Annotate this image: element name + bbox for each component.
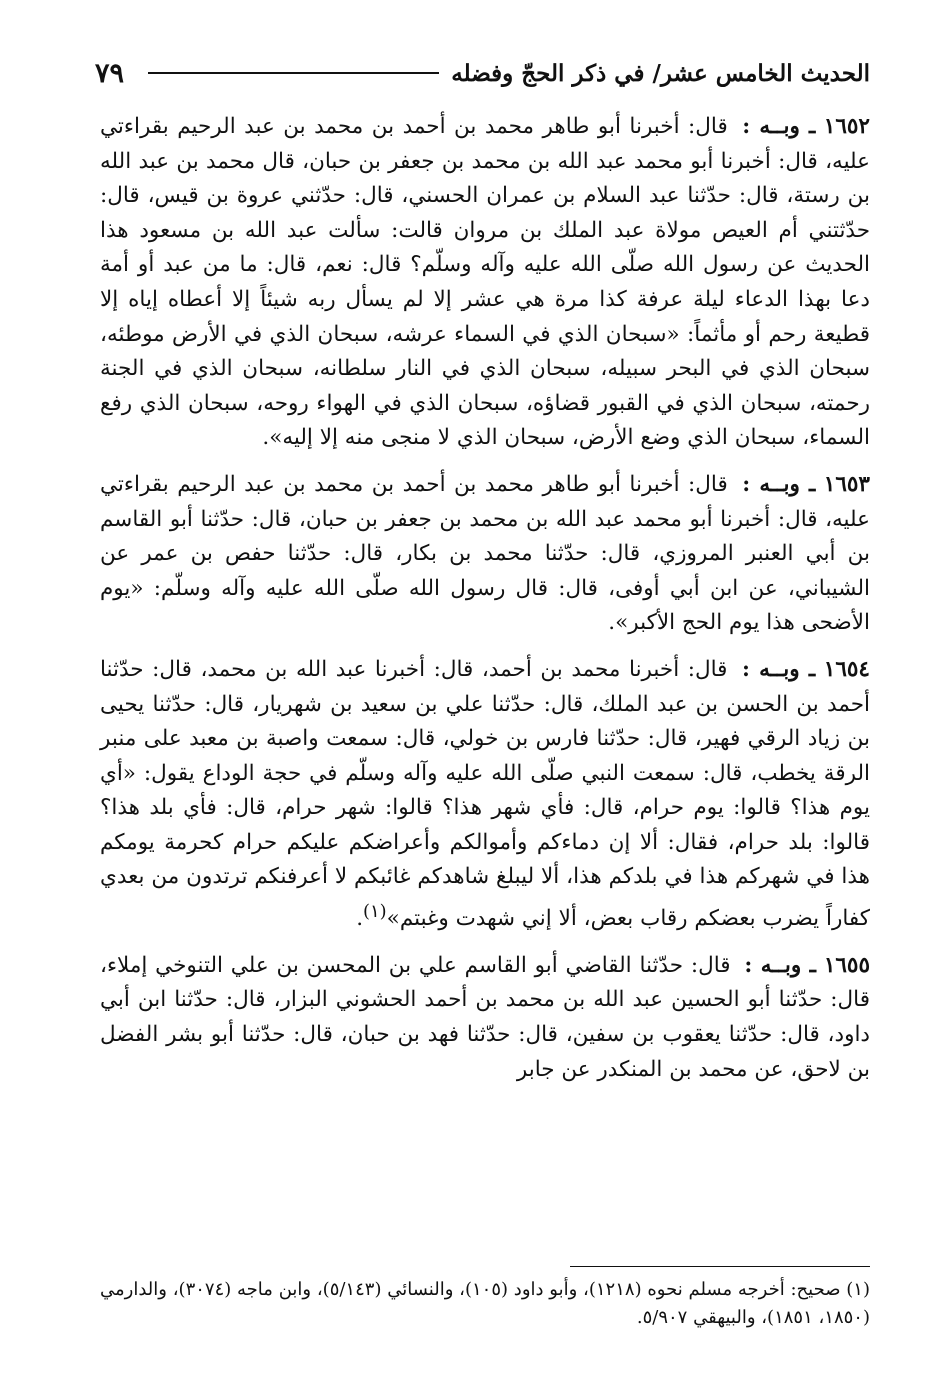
hadith-end: . — [356, 906, 364, 932]
hadith-number: ١٦٥٣ — [823, 471, 870, 497]
hadith-paragraph — [100, 653, 870, 937]
hadith-text: قال: أخبرنا أبو طاهر محمد بن أحمد بن محمد بن عبد الرحيم بقراءتي عليه، قال: أخبرنا أبو محمد عبد الله بن محمد بن جعفر بن حبان، قال محمد بن عبد الله بن رستة، قال: حدّثنا عبد السلام بن عمران الحسني، قال: حدّثني عروة بن قيس، قال: حدّثتني أم العيص مولاة عبد الملك بن مروان قالت: سألت عبد الله بن مسعود هذا الحديث عن رسول الله صلّى الله عليه وآله وسلّم؟ قال: نعم، قال: ما من عبد أو أمة دعا بهذا الدعاء ليلة عرفة كذا مرة هي عشر إلا لم يسأل ربه شيئاً إلا أعطاه إياه إلا قطيعة رحم أو مأثماً: «سبحان الذي في السماء عرشه، سبحان الذي في الأرض موطئه، سبحان الذي في البحر سبيله، سبحان الذي في النار سلطانه، سبحان الذي في الجنة رحمته، سبحان الذي في القبور قضاؤه، سبحان الذي في الهواء روحه، سبحان الذي رفع السماء، سبحان الذي وضع الأرض، سبحان الذي لا منجى منه إلا إليه». — [100, 114, 870, 451]
hadith-intro: ـ وبــه : — [742, 656, 816, 682]
hadith-intro: ـ وبــه : — [744, 952, 816, 978]
hadith-number: ١٦٥٥ — [823, 952, 871, 978]
page-number: ٧٩ — [95, 57, 125, 89]
footnote: (١) صحيح: أخرجه مسلم نحوه (١٢١٨)، وأبو داود (١٠٥)، والنسائي (٥/١٤٣)، وابن ماجه (٣٠٧٤)، والدارمي (١٨٥٠، ١٨٥١)، والبيهقي ٥/٩٠٧. — [100, 1279, 870, 1328]
hadith-number: ١٦٥٢ — [823, 114, 870, 139]
main-text — [100, 110, 870, 1099]
hadith-paragraph — [100, 949, 870, 1087]
hadith-text: قال: أخبرنا محمد بن أحمد، قال: أخبرنا عبد الله بن محمد، قال: حدّثنا أحمد بن الحسن بن عبد الملك، قال: حدّثنا علي بن سعيد بن شهريار، قال: حدّثنا يحيى بن زياد الرقي فهير، قال: حدّثنا فارس بن خولي، قال: سمعت واصبة بن معبد على منبر الرقة يخطب، قال: سمعت النبي صلّى الله عليه وآله وسلّم في حجة الوداع يقول: «أي يوم هذا؟ قالوا: يوم حرام، قال: فأي شهر هذا؟ قالوا: شهر حرام، قال: فأي بلد هذا؟ قالوا: بلد حرام، فقال: ألا إن دماءكم وأموالكم وأعراضكم عليكم حرام كحرمة يومكم هذا في شهركم هذا في بلدكم هذا، ألا ليبلغ شاهدكم غائبكم لا أعرفنكم ترتدون من بعدي كفاراً يضرب بعضكم رقاب بعض، ألا إني شهدت وغبتم» — [100, 656, 870, 932]
footnote-reference: (١) — [363, 901, 387, 923]
running-title: الحديث الخامس عشر/ في ذكر الحجّ وفضله — [451, 59, 870, 87]
page-header — [95, 52, 870, 94]
hadith-text: قال: حدّثنا القاضي أبو القاسم علي بن المحسن بن علي التنوخي إملاء، قال: حدّثنا أبو الحسين عبد الله بن محمد بن أحمد الحشوني البزار، قال: حدّثنا ابن أبي داود، قال: حدّثنا يعقوب بن سفين، قال: حدّثنا فهد بن حبان، قال: حدّثنا أبو بشر الفضل بن لاحق، عن محمد بن المنكدر عن جابر — [100, 952, 870, 1082]
hadith-text: قال: أخبرنا أبو طاهر محمد بن أحمد بن محمد بن عبد الرحيم بقراءتي عليه، قال: أخبرنا أبو محمد عبد الله بن محمد بن جعفر بن حبان، قال: حدّثنا أبو القاسم بن أبي العنبر المروزي، قال: حدّثنا محمد بن بكار، قال: حدّثنا حفص بن عمر عن الشيباني، عن ابن أبي أوفى، قال: قال رسول الله صلّى الله عليه وآله وسلّم: «يوم الأضحى هذا يوم الحج الأكبر». — [100, 471, 870, 636]
hadith-paragraph — [100, 468, 870, 641]
hadith-number: ١٦٥٤ — [823, 656, 870, 682]
hadith-intro: ـ وبــه : — [742, 471, 816, 497]
footnote-divider — [570, 1266, 870, 1267]
header-rule — [148, 72, 439, 74]
hadith-intro: ـ وبــه : — [742, 114, 816, 139]
hadith-paragraph — [100, 110, 870, 456]
